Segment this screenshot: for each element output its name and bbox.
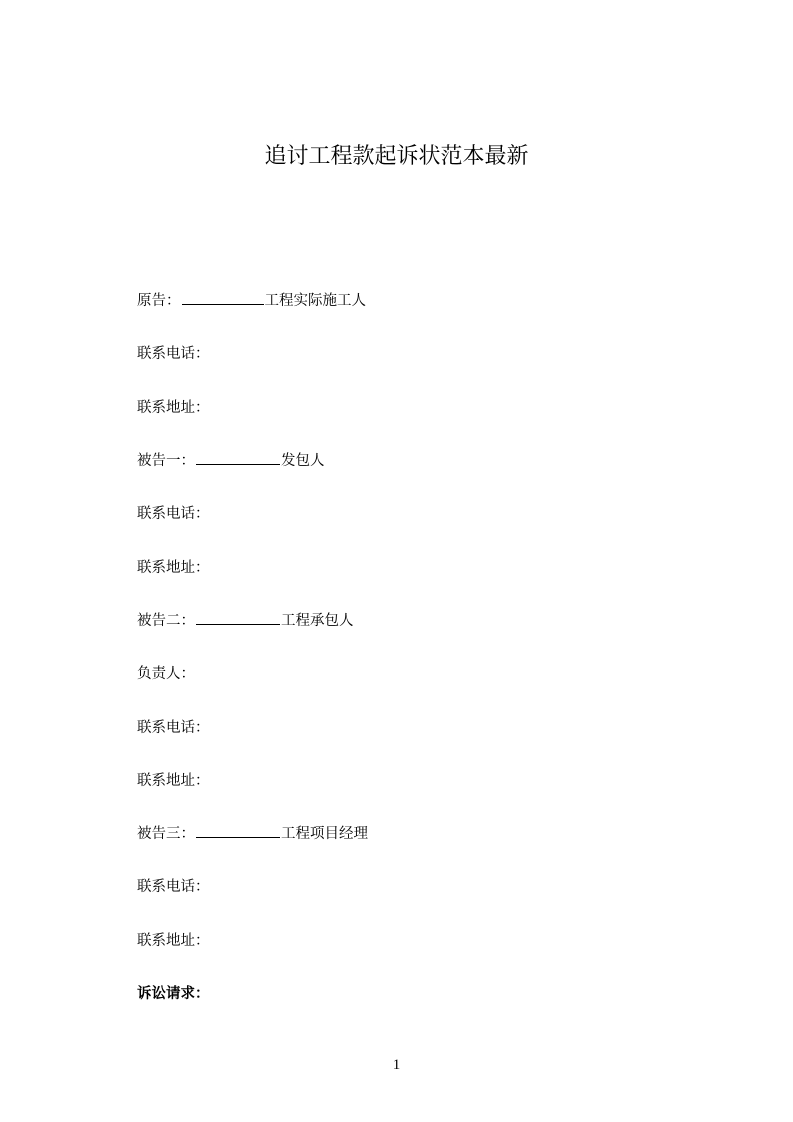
- document-title: 追讨工程款起诉状范本最新: [264, 144, 529, 169]
- plaintiff-address: 联系地址：: [137, 400, 210, 416]
- plaintiff-role: 工程实际施工人: [264, 293, 366, 309]
- defendant3-label: 被告三：: [137, 826, 195, 842]
- defendant2-address: 联系地址：: [137, 773, 210, 789]
- defendant1-role: 发包人: [281, 453, 325, 469]
- plaintiff-label: 原告：: [137, 293, 181, 309]
- defendant2-phone: 联系电话：: [137, 720, 210, 736]
- page-number: 1: [392, 1057, 401, 1073]
- defendant3-address: 联系地址：: [137, 933, 210, 949]
- defendant2-person: 负责人：: [137, 666, 195, 682]
- plaintiff-phone: 联系电话：: [137, 346, 210, 362]
- defendant3-name-blank: [196, 823, 280, 838]
- defendant2-label: 被告二：: [137, 613, 195, 629]
- plaintiff-name-blank: [182, 290, 264, 305]
- defendant2-line: [137, 610, 354, 632]
- defendant1-line: [137, 450, 325, 472]
- defendant2-role: 工程承包人: [281, 613, 354, 629]
- plaintiff-line: [137, 290, 366, 312]
- defendant3-line: [137, 823, 368, 845]
- claims-heading: 诉讼请求：: [137, 986, 210, 1002]
- defendant1-address: 联系地址：: [137, 560, 210, 576]
- defendant1-name-blank: [196, 450, 280, 465]
- defendant3-role: 工程项目经理: [281, 826, 368, 842]
- defendant3-phone: 联系电话：: [137, 879, 210, 895]
- defendant1-label: 被告一：: [137, 453, 195, 469]
- defendant1-phone: 联系电话：: [137, 506, 210, 522]
- defendant2-name-blank: [196, 610, 280, 625]
